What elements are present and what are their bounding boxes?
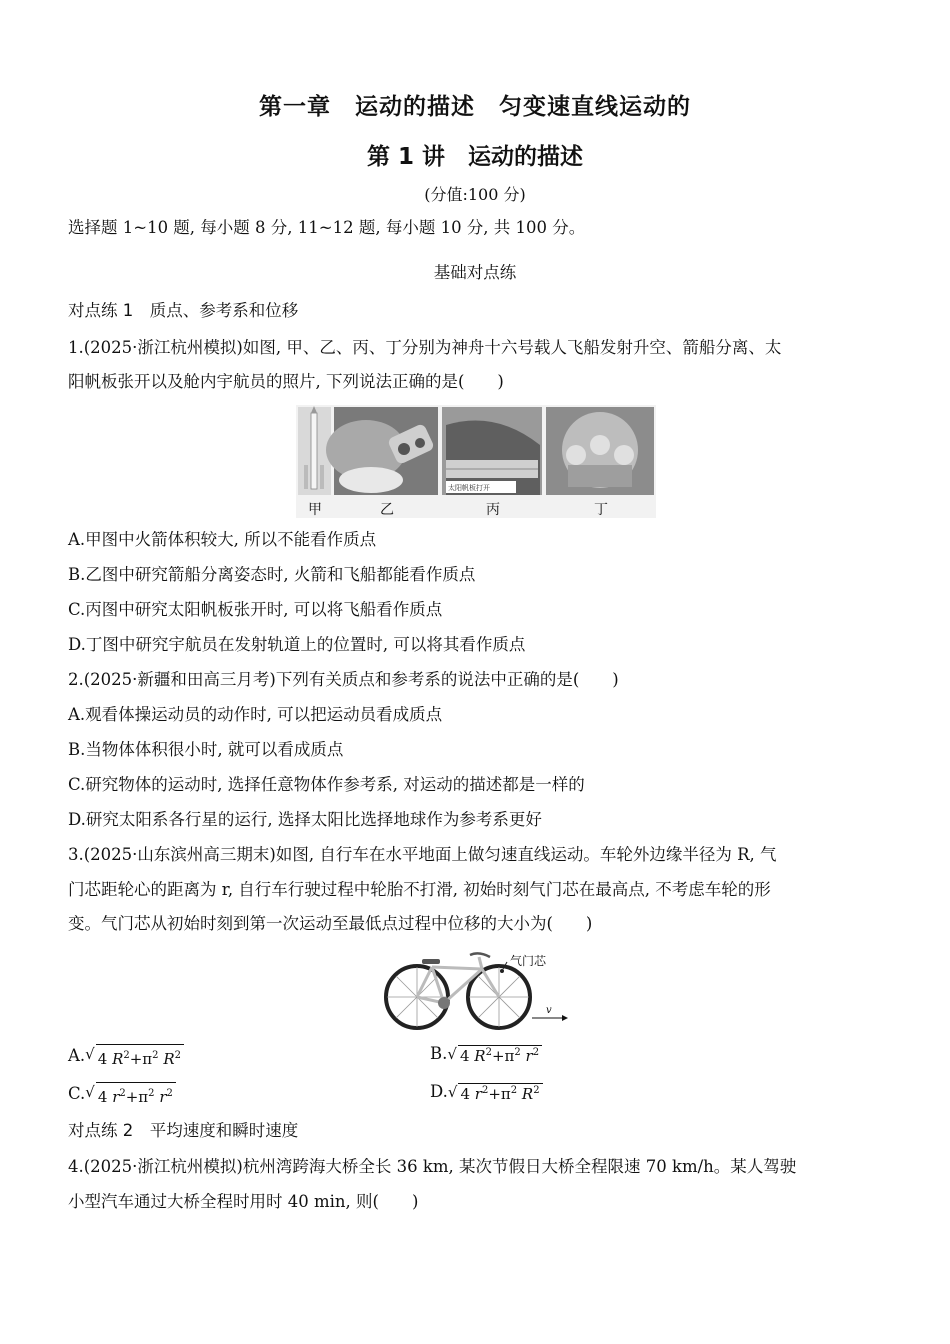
q3-option-a: A. √ 4 $R^2+\pi^2$ $R^2$ [68,1044,184,1069]
q2-stem: 2.(2025·新疆和田高三月考)下列有关质点和参考系的说法中正确的是( ) [68,670,619,689]
sqrt-expression-d: √ 4 $r^2+\pi^2$ $R^2$ [448,1083,543,1103]
caption-jia: 甲 [308,502,322,518]
sqrt-expression-a: √ 4 $R^2+\pi^2$ $R^2$ [85,1044,184,1069]
q2-option-c: C.研究物体的运动时, 选择任意物体作参考系, 对运动的描述都是一样的 [68,775,585,794]
bike-seat [422,959,440,964]
caption-ding: 丁 [594,502,608,518]
chapter-title: 第一章 运动的描述 匀变速直线运动的 [259,94,691,120]
bike-handlebar [470,953,490,957]
q3-option-c: C. √ 4 $r^2+\pi^2$ $r^2$ [68,1082,176,1107]
q4-stem-line1: 4.(2025·浙江杭州模拟)杭州湾跨海大桥全长 36 km, 某次节假日大桥全程限速 70 km/h。某人驾驶 [68,1157,797,1176]
q1-stem-line2: 阳帆板张开以及舱内宇航员的照片, 下列说法正确的是( ) [68,372,504,391]
q3-stem-line1: 3.(2025·山东滨州高三期末)如图, 自行车在水平地面上做匀速直线运动。车轮外边缘半径为 R, 气 [68,845,777,864]
valve-core [500,969,504,973]
lecture-title: 第 1 讲 运动的描述 [366,144,584,170]
q2-option-b: B.当物体体积很小时, 就可以看成质点 [68,740,344,759]
q2-option-a: A.观看体操运动员的动作时, 可以把运动员看成质点 [68,705,443,724]
q1-option-d: D.丁图中研究宇航员在发射轨道上的位置时, 可以将其看作质点 [68,635,526,654]
score-note: (分值:100 分) [424,185,526,204]
q1-stem-line1: 1.(2025·浙江杭州模拟)如图, 甲、乙、丙、丁分别为神舟十六号载人飞船发射升空、箭船分离、太 [68,338,782,357]
photo-yi-separation [326,407,438,495]
q2-option-d: D.研究太阳系各行星的运行, 选择太阳比选择地球作为参考系更好 [68,810,542,829]
valve-label: 气门芯 [510,954,547,968]
caption-bing: 丙 [486,502,500,518]
caption-yi: 乙 [380,502,394,518]
q1-photo-figure [296,405,656,518]
photo-bing-solar-panel [442,407,542,495]
practice-heading-1: 对点练 1 质点、参考系和位移 [68,301,299,320]
q1-option-a: A.甲图中火箭体积较大, 所以不能看作质点 [68,530,377,549]
sqrt-expression-b: √ 4 $R^2+\pi^2$ $r^2$ [447,1045,542,1065]
q3-option-d: D. √ 4 $r^2+\pi^2$ $R^2$ [430,1082,543,1103]
photo-label: 太阳帆板打开 [448,484,490,492]
q3-stem-line3: 变。气门芯从初始时刻到第一次运动至最低点过程中位移的大小为( ) [68,914,593,933]
q3-stem-line2: 门芯距轮心的距离为 r, 自行车行驶过程中轮胎不打滑, 初始时刻气门芯在最高点, 不考虑车轮的形 [68,880,771,899]
photo-ding-astronauts [546,407,654,495]
q1-option-c: C.丙图中研究太阳帆板张开时, 可以将飞船看作质点 [68,600,443,619]
velocity-label: v [546,1005,552,1016]
section-heading: 基础对点练 [433,263,517,282]
q1-option-b: B.乙图中研究箭船分离姿态时, 火箭和飞船都能看作质点 [68,565,476,584]
bike-crank [438,997,450,1009]
velocity-arrowhead [562,1015,568,1021]
q4-stem-line2: 小型汽车通过大桥全程时用时 40 min, 则( ) [68,1192,419,1211]
bicycle-diagram [382,945,582,1037]
sqrt-expression-c: √ 4 $r^2+\pi^2$ $r^2$ [85,1082,176,1107]
q3-bicycle-figure [382,945,582,1037]
intro-text: 选择题 1~10 题, 每小题 8 分, 11~12 题, 每小题 10 分, 共 100 分。 [68,218,586,237]
practice-heading-2: 对点练 2 平均速度和瞬时速度 [68,1121,299,1140]
q3-option-b: B. √ 4 $R^2+\pi^2$ $r^2$ [430,1044,542,1065]
